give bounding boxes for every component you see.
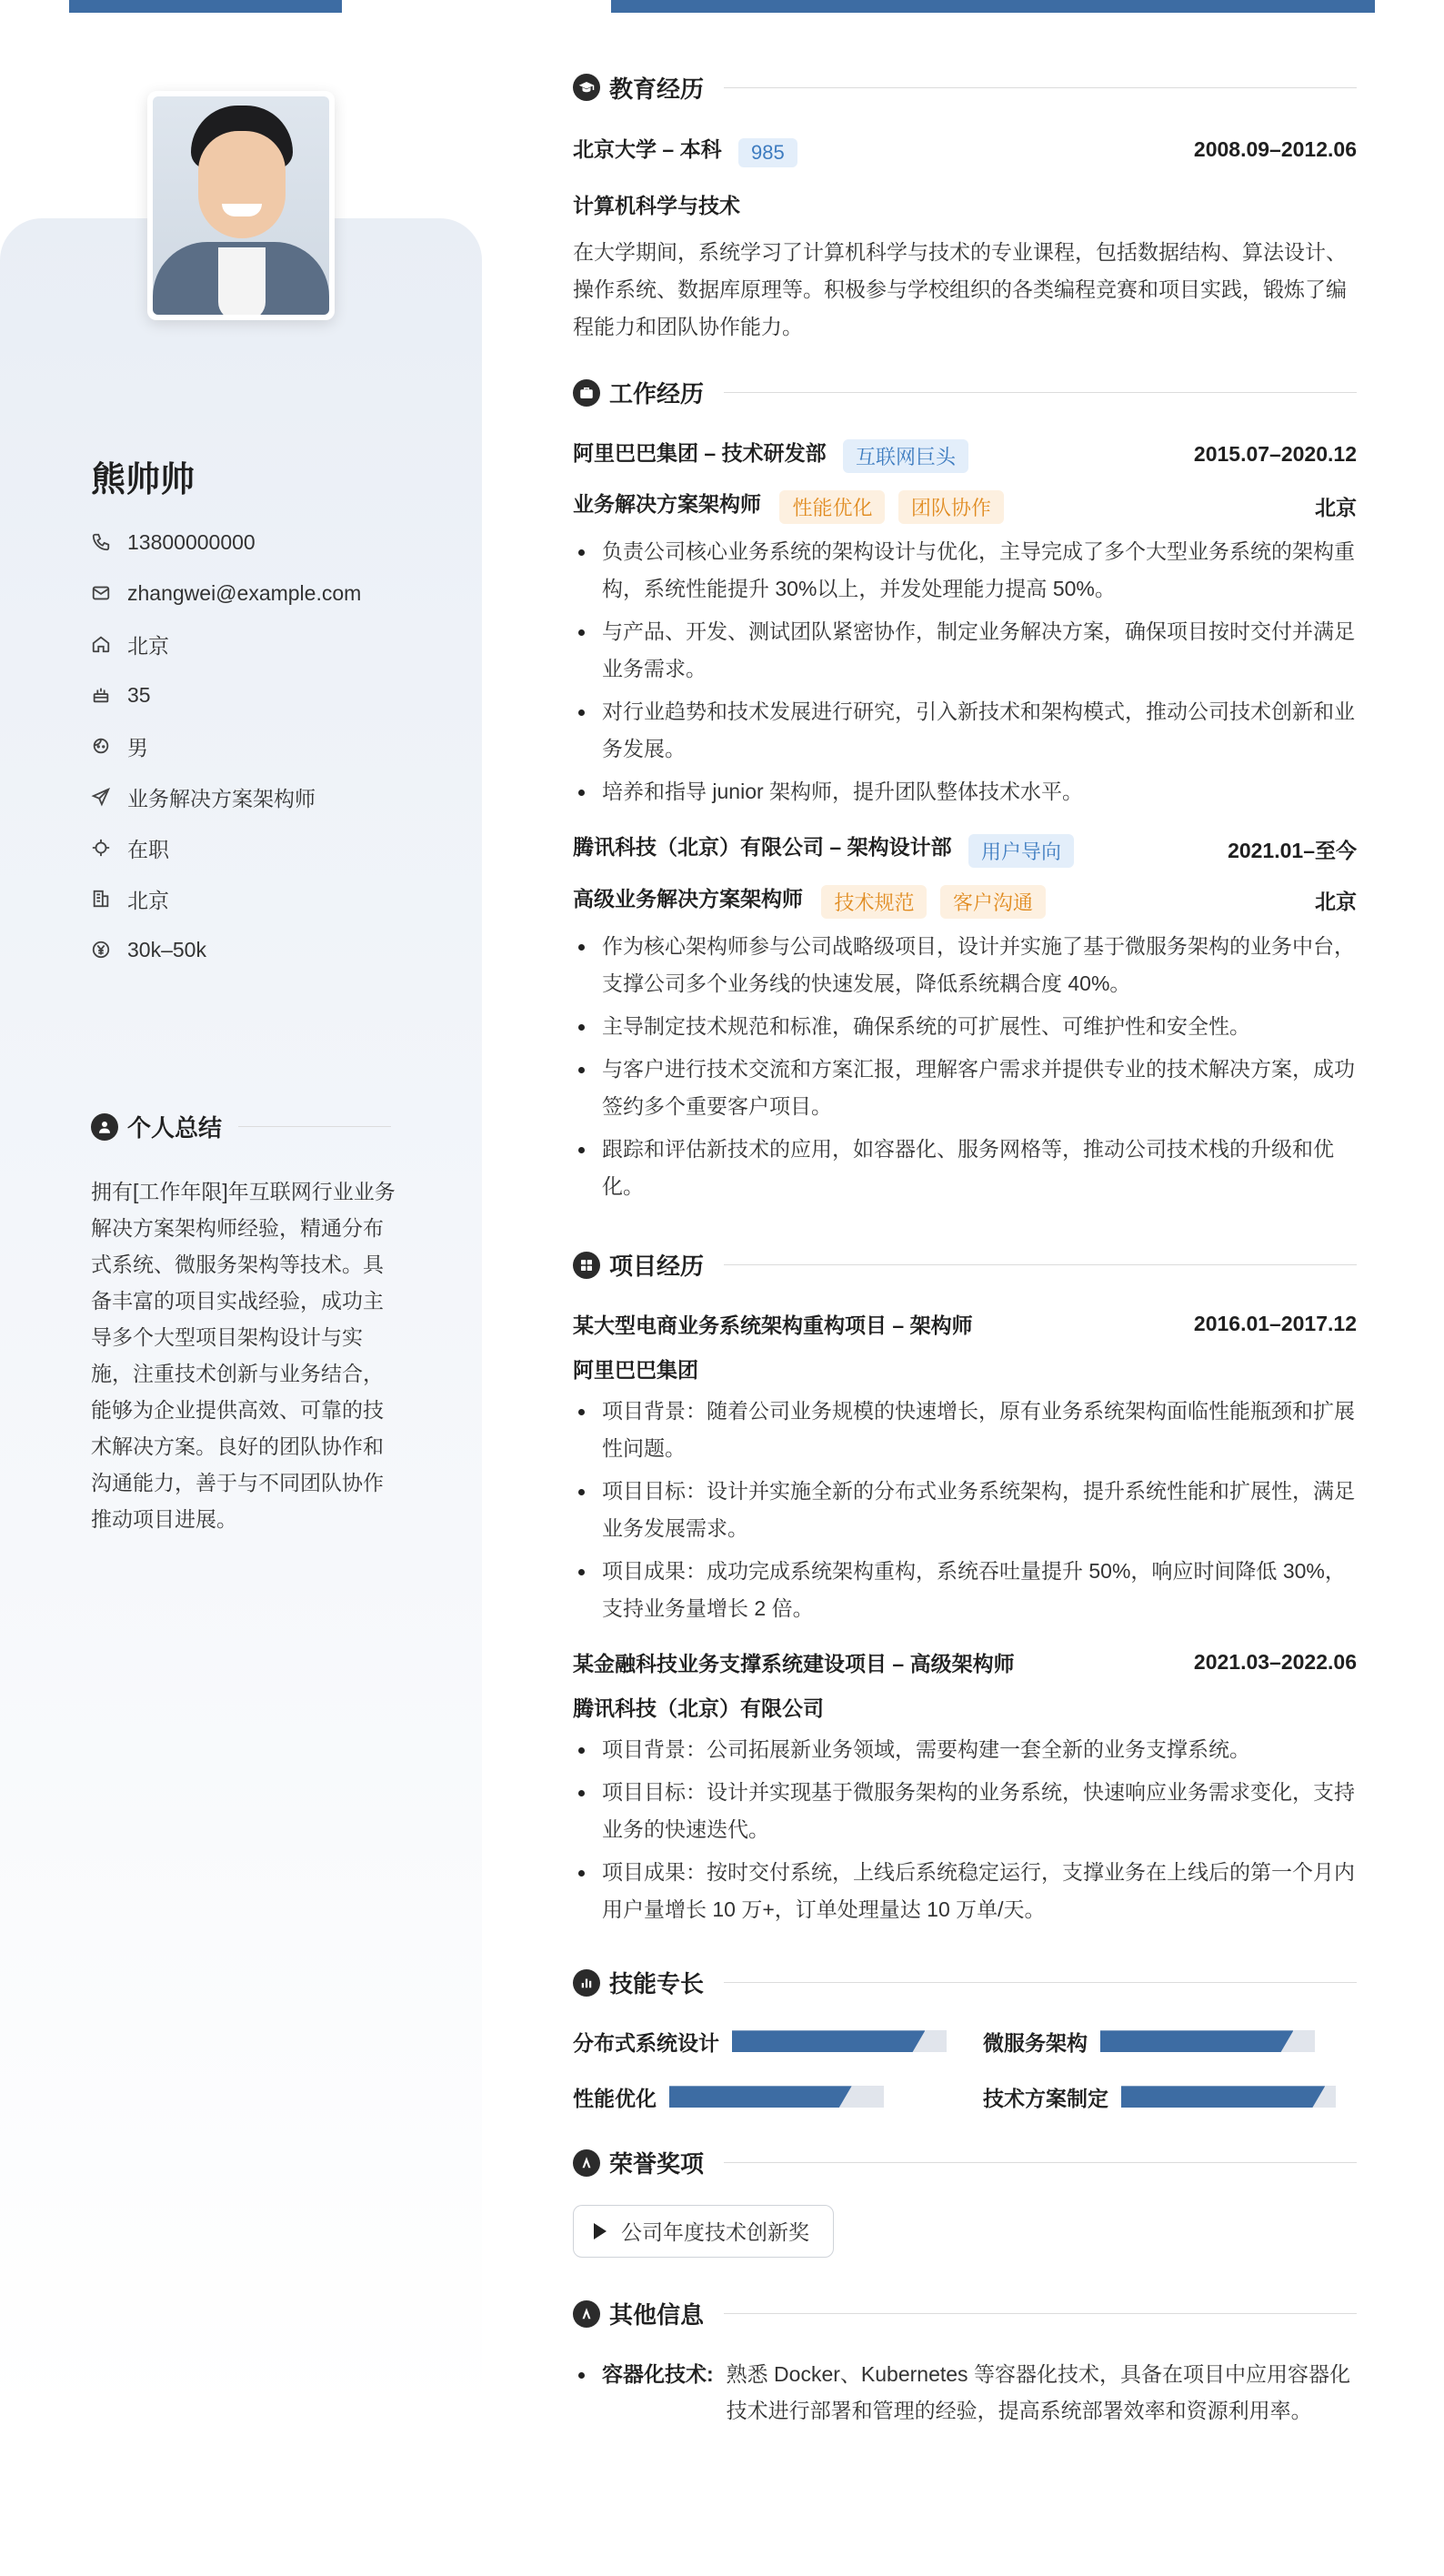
project-org: 腾讯科技（北京）有限公司	[573, 1696, 824, 1720]
work-role: 业务解决方案架构师	[573, 492, 761, 517]
yen-icon	[91, 940, 111, 960]
contact-age: 35	[91, 669, 361, 720]
role-tag: 客户沟通	[940, 885, 1046, 919]
work-role-row	[573, 488, 1357, 524]
work-city: 北京	[1315, 890, 1357, 914]
education-major: 计算机科学与技术	[573, 193, 740, 217]
project-entry-header	[573, 1309, 1357, 1339]
home-icon	[91, 634, 111, 654]
awards-heading: 荣誉奖项	[573, 2143, 1357, 2183]
skill-bar-track	[1121, 2086, 1336, 2108]
project-name: 某大型电商业务系统架构重构项目 – 架构师	[573, 1313, 973, 1337]
skill-bar-fill	[1100, 2030, 1293, 2052]
work-role: 高级业务解决方案架构师	[573, 886, 803, 911]
send-icon	[91, 787, 111, 807]
summary-text: 拥有[工作年限]年互联网行业业务解决方案架构师经验，精通分布式系统、微服务架构等技术。具备丰富的项目实战经验，成功主导多个大型项目架构设计与实施，注重技术创新与业务结合，能够为企业提供高效、可靠的技术解决方案。良好的团队协作和沟通能力，善于与不同团队协作推动项目进展。	[91, 1180, 396, 1531]
work-tag: 互联网巨头	[843, 439, 968, 473]
project-entry-header	[573, 1647, 1357, 1677]
list-item: 项目目标：设计并实施全新的分布式业务系统架构，提升系统性能和扩展性，满足业务发展需求。	[573, 1473, 1357, 1547]
work-heading: 工作经历	[573, 373, 1357, 413]
skill-item	[573, 2082, 947, 2112]
other-heading: 其他信息	[573, 2294, 1357, 2334]
skill-item	[983, 2027, 1357, 2057]
role-tag: 技术规范	[821, 885, 927, 919]
skill-item	[573, 2027, 947, 2057]
list-item: 与产品、开发、测试团队紧密协作，制定业务解决方案，确保项目按时交付并满足业务需求。	[573, 613, 1357, 688]
work-city: 北京	[1315, 495, 1357, 519]
education-entry-header	[573, 133, 1357, 167]
status-icon	[91, 838, 111, 858]
awards-list	[573, 2205, 1357, 2258]
top-accent-bar-right	[611, 0, 1375, 13]
play-icon	[594, 2223, 607, 2239]
list-item: 培养和指导 junior 架构师，提升团队整体技术水平。	[573, 773, 1357, 810]
project-date: 2016.01–2017.12	[1193, 1311, 1357, 1335]
award-icon	[573, 2149, 600, 2177]
other-list	[573, 2356, 1357, 2429]
skill-name: 性能优化	[573, 2086, 657, 2110]
skill-bar-track	[669, 2086, 884, 2108]
contact-status: 在职	[91, 822, 361, 873]
contact-position: 业务解决方案架构师	[91, 771, 361, 822]
work-bullets	[573, 533, 1357, 810]
graduation-cap-icon	[573, 74, 600, 101]
list-item: 负责公司核心业务系统的架构设计与优化，主导完成了多个大型业务系统的架构重构，系统性能提升 30%以上，并发处理能力提高 50%。	[573, 533, 1357, 608]
list-item: 项目目标：设计并实现基于微服务架构的业务系统，快速响应业务需求变化，支持业务的快速迭代。	[573, 1774, 1357, 1848]
list-item: 项目背景：公司拓展新业务领域，需要构建一套全新的业务支撑系统。	[573, 1731, 1357, 1768]
education-date: 2008.09–2012.06	[1193, 137, 1357, 162]
contact-gender: 男	[91, 720, 361, 771]
contact-location: 北京	[91, 619, 361, 669]
education-school: 北京大学 – 本科	[573, 137, 722, 161]
info-icon	[573, 2300, 600, 2328]
work-date: 2021.01–至今	[1228, 838, 1357, 862]
avatar-photo	[147, 91, 335, 320]
list-item: 与客户进行技术交流和方案汇报，理解客户需求并提供专业的技术解决方案，成功签约多个重要客户项目。	[573, 1051, 1357, 1125]
profile-name: 熊帅帅	[91, 461, 196, 499]
role-tag: 性能优化	[779, 490, 885, 524]
project-org: 阿里巴巴集团	[573, 1357, 698, 1382]
project-name: 某金融科技业务支撑系统建设项目 – 高级架构师	[573, 1651, 1015, 1675]
contact-salary: 30k–50k	[91, 924, 361, 975]
list-item: 项目成果：按时交付系统，上线后系统稳定运行，支撑业务在上线后的第一个月内用户量增长 10 万+，订单处理量达 10 万单/天。	[573, 1854, 1357, 1928]
skills-heading: 技能专长	[573, 1963, 1357, 2003]
bar-chart-icon	[573, 1969, 600, 1997]
summary-heading: 个人总结	[91, 1110, 391, 1143]
top-accent-bar-left	[69, 0, 342, 13]
other-text: 熟悉 Docker、Kubernetes 等容器化技术，具备在项目中应用容器化技术进行部署和管理的经验，提高系统部署效率和资源利用率。	[726, 2361, 1350, 2422]
gender-icon	[91, 736, 111, 756]
work-entry-header	[573, 830, 1357, 867]
contact-work-city: 北京	[91, 873, 361, 924]
list-item: 项目背景：随着公司业务规模的快速增长，原有业务系统架构面临性能瓶颈和扩展性问题。	[573, 1393, 1357, 1467]
skill-name: 微服务架构	[983, 2030, 1088, 2055]
list-item: 项目成果：成功完成系统架构重构，系统吞吐量提升 50%，响应时间降低 30%，支持业务量增长 2 倍。	[573, 1553, 1357, 1627]
skill-bar-fill	[732, 2030, 925, 2052]
project-bullets	[573, 1393, 1357, 1627]
role-tag: 团队协作	[898, 490, 1004, 524]
work-date: 2015.07–2020.12	[1193, 442, 1357, 467]
grid-icon	[573, 1252, 600, 1279]
briefcase-icon	[573, 379, 600, 407]
cake-icon	[91, 685, 111, 705]
other-label: 容器化技术:	[602, 2361, 714, 2386]
skill-bar-track	[732, 2030, 947, 2052]
skill-name: 分布式系统设计	[573, 2030, 719, 2055]
work-bullets	[573, 928, 1357, 1205]
work-tag: 用户导向	[968, 834, 1074, 868]
project-date: 2021.03–2022.06	[1193, 1649, 1357, 1674]
project-bullets	[573, 1731, 1357, 1928]
main-content	[573, 67, 1357, 2429]
building-icon	[91, 889, 111, 909]
contact-phone: 13800000000	[91, 517, 361, 568]
mail-icon	[91, 583, 111, 603]
work-company: 腾讯科技（北京）有限公司 – 架构设计部	[573, 835, 952, 860]
list-item	[573, 2356, 1357, 2429]
contact-list	[91, 517, 361, 975]
education-tag: 985	[738, 138, 797, 167]
education-heading: 教育经历	[573, 67, 1357, 107]
skill-bar-fill	[1121, 2086, 1325, 2108]
skill-name: 技术方案制定	[983, 2086, 1108, 2110]
list-item: 跟踪和评估新技术的应用，如容器化、服务网格等，推动公司技术栈的升级和优化。	[573, 1131, 1357, 1205]
work-company: 阿里巴巴集团 – 技术研发部	[573, 440, 827, 465]
skills-grid	[573, 2027, 1357, 2112]
user-icon	[91, 1113, 118, 1141]
award-item-button[interactable]: 公司年度技术创新奖	[573, 2205, 834, 2258]
work-entry-header	[573, 437, 1357, 473]
skill-item	[983, 2082, 1357, 2112]
contact-email: zhangwei@example.com	[91, 568, 361, 619]
list-item: 对行业趋势和技术发展进行研究，引入新技术和架构模式，推动公司技术创新和业务发展。	[573, 693, 1357, 768]
projects-heading: 项目经历	[573, 1245, 1357, 1285]
list-item: 作为核心架构师参与公司战略级项目，设计并实施了基于微服务架构的业务中台，支撑公司多个业务线的快速发展，降低系统耦合度 40%。	[573, 928, 1357, 1002]
work-role-row	[573, 882, 1357, 919]
phone-icon	[91, 532, 111, 552]
education-description: 在大学期间，系统学习了计算机科学与技术的专业课程，包括数据结构、算法设计、操作系统、数据库原理等。积极参与学校组织的各类编程竞赛和项目实践，锻炼了编程能力和团队协作能力。	[573, 239, 1347, 338]
list-item: 主导制定技术规范和标准，确保系统的可扩展性、可维护性和安全性。	[573, 1008, 1357, 1045]
skill-bar-track	[1100, 2030, 1315, 2052]
skill-bar-fill	[669, 2086, 852, 2108]
